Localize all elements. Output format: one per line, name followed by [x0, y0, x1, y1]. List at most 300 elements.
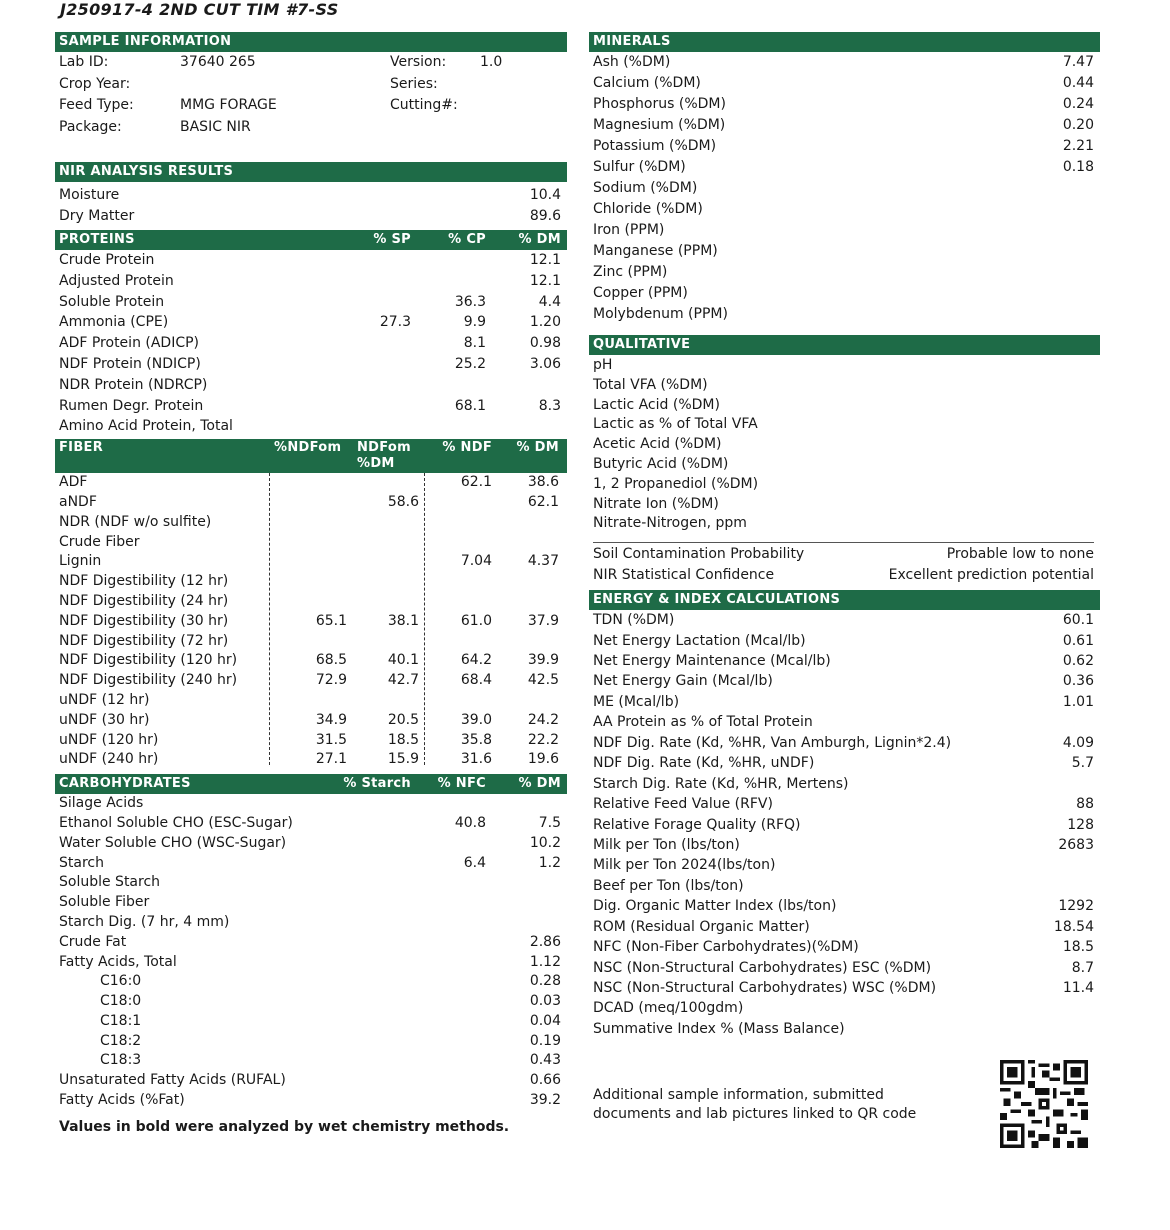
protein-row: [55, 271, 567, 292]
carb-row: [55, 893, 567, 913]
mineral-row: [589, 73, 1100, 94]
energy-label: NSC (Non-Structural Carbohydrates) WSC (%DM): [593, 980, 937, 997]
energy-value: 0.62: [1062, 653, 1094, 670]
energy-row: [589, 794, 1100, 814]
protein-label: NDR Protein (NDRCP): [59, 376, 208, 393]
fiber-row: [55, 691, 567, 711]
mineral-row: [589, 52, 1100, 73]
carb-label: Unsaturated Fatty Acids (RUFAL): [59, 1072, 286, 1089]
fiber-row: [55, 711, 567, 731]
carb-dm-value: 0.19: [529, 1032, 561, 1049]
fiber-ndf-value: 39.0: [460, 711, 492, 728]
fiber-col-ndfom: %NDFom: [274, 440, 342, 456]
fiber-dm-value: 42.5: [527, 672, 559, 689]
qualitative-row: [589, 495, 1100, 515]
fiber-label: uNDF (240 hr): [59, 751, 159, 768]
carb-row: [55, 1071, 567, 1091]
protein-dm-value: 3.06: [529, 355, 561, 372]
fiber-row: [55, 651, 567, 671]
energy-label: NSC (Non-Structural Carbohydrates) ESC (%DM): [593, 959, 932, 976]
fiber-dm-value: 62.1: [527, 493, 559, 510]
fiber-ndfom-value: 27.1: [315, 751, 347, 768]
fiber-row: [55, 513, 567, 533]
carb-label: Fatty Acids (%Fat): [59, 1092, 185, 1109]
fiber-header: FIBER %NDFom NDFom %DM % NDF % DM: [55, 439, 567, 473]
carbs-col-nfc: % NFC: [437, 776, 486, 792]
protein-sp-value: 27.3: [379, 314, 411, 331]
crop-year-label: Crop Year:: [59, 75, 131, 92]
energy-label: Net Energy Gain (Mcal/lb): [593, 673, 773, 690]
mineral-label: Iron (PPM): [593, 222, 665, 238]
fiber-label: NDR (NDF w/o sulfite): [59, 513, 212, 530]
series-label: Series:: [390, 75, 438, 92]
protein-row: [55, 396, 567, 417]
protein-dm-value: 12.1: [529, 272, 561, 289]
fiber-row: [55, 592, 567, 612]
fiber-ndfom-value: 68.5: [315, 652, 347, 669]
carb-rows: [55, 794, 567, 1111]
additional-info-line-2: documents and lab pictures linked to QR code: [593, 1106, 917, 1122]
mineral-row: [589, 115, 1100, 136]
energy-row: [589, 978, 1100, 998]
energy-row: [589, 753, 1100, 773]
protein-dm-value: 8.3: [538, 397, 561, 414]
carb-label: Ethanol Soluble CHO (ESC-Sugar): [59, 814, 293, 831]
carb-label: Water Soluble CHO (WSC-Sugar): [59, 834, 287, 851]
sample-info-block: [55, 52, 567, 138]
fiber-dm-value: 38.6: [527, 474, 559, 491]
feed-type-label: Feed Type:: [59, 97, 134, 113]
mineral-value: 0.18: [1062, 159, 1094, 175]
proteins-col-cp: % CP: [448, 232, 486, 247]
qualitative-label: Acetic Acid (%DM): [593, 436, 722, 453]
package-value: BASIC NIR: [180, 118, 251, 135]
energy-row: [589, 876, 1100, 896]
energy-value: 88: [1076, 796, 1094, 813]
energy-row: [589, 610, 1100, 630]
qualitative-label: Lactic Acid (%DM): [593, 396, 720, 413]
energy-row: [589, 815, 1100, 835]
qualitative-row: [589, 415, 1100, 435]
nir-row: [55, 206, 567, 227]
energy-row: [589, 651, 1100, 671]
fiber-col-dm: % DM: [516, 440, 559, 456]
fiber-row: [55, 572, 567, 592]
protein-row: [55, 312, 567, 333]
fiber-ndf-value: 68.4: [460, 672, 492, 689]
mineral-label: Zinc (PPM): [593, 264, 668, 280]
protein-label: Rumen Degr. Protein: [59, 397, 204, 414]
energy-row: [589, 712, 1100, 732]
mineral-label: Sodium (%DM): [593, 180, 698, 196]
carb-row: [55, 794, 567, 814]
mineral-value: 7.47: [1062, 54, 1094, 70]
energy-label: Beef per Ton (lbs/ton): [593, 877, 744, 894]
energy-row: [589, 835, 1100, 855]
energy-label: Summative Index % (Mass Balance): [593, 1020, 845, 1037]
energy-label: AA Protein as % of Total Protein: [593, 714, 813, 731]
carb-label: C16:0: [100, 973, 142, 990]
qualitative-label: 1, 2 Propanediol (%DM): [593, 475, 759, 492]
energy-value: 18.54: [1053, 918, 1094, 935]
fiber-label: uNDF (120 hr): [59, 731, 159, 748]
fiber-ndf-value: 31.6: [460, 751, 492, 768]
protein-cp-value: 36.3: [454, 293, 486, 310]
fiber-row: [55, 533, 567, 553]
nir-value: 10.4: [529, 187, 561, 203]
fiber-ndf-value: 64.2: [460, 652, 492, 669]
nir-label: Dry Matter: [59, 208, 135, 224]
mineral-row: [589, 262, 1100, 283]
fiber-ndfom-dm-value: 15.9: [387, 751, 419, 768]
fiber-label: NDF Digestibility (24 hr): [59, 592, 229, 609]
fiber-ndfom-dm-value: 58.6: [387, 493, 419, 510]
fiber-ndf-value: 35.8: [460, 731, 492, 748]
version-label: Version:: [390, 54, 447, 70]
mineral-label: Ash (%DM): [593, 54, 671, 70]
qualitative-extra-label: Soil Contamination Probability: [593, 546, 805, 563]
energy-label: Net Energy Maintenance (Mcal/lb): [593, 653, 831, 670]
fiber-label: NDF Digestibility (240 hr): [59, 672, 238, 689]
carbs-col-starch: % Starch: [343, 776, 411, 792]
fiber-row: [55, 493, 567, 513]
carb-row: [55, 913, 567, 933]
mineral-label: Copper (PPM): [593, 285, 688, 301]
qualitative-row: [589, 475, 1100, 495]
carb-dm-value: 39.2: [529, 1092, 561, 1109]
fiber-row: [55, 632, 567, 652]
feed-type-value: MMG FORAGE: [180, 97, 277, 113]
energy-value: 5.7: [1071, 755, 1094, 772]
additional-info-line-1: Additional sample information, submitted: [593, 1087, 884, 1103]
nir-header: NIR ANALYSIS RESULTS: [55, 162, 567, 182]
left-column: [55, 32, 567, 1137]
carb-label: Crude Fat: [59, 933, 127, 950]
carb-label: Fatty Acids, Total: [59, 953, 177, 970]
energy-row: [589, 855, 1100, 875]
fiber-dm-value: 37.9: [527, 612, 559, 629]
energy-value: 0.61: [1062, 632, 1094, 649]
carb-dm-value: 1.2: [538, 854, 561, 871]
qualitative-row: [589, 356, 1100, 376]
qr-code-icon[interactable]: [1000, 1060, 1088, 1148]
nir-rows: [55, 185, 567, 227]
carb-dm-value: 0.28: [529, 973, 561, 990]
right-column: [589, 32, 1100, 1039]
carb-dm-value: 0.43: [529, 1052, 561, 1069]
fiber-label: Lignin: [59, 553, 102, 570]
carb-row: [55, 992, 567, 1012]
energy-label: Starch Dig. Rate (Kd, %HR, Mertens): [593, 775, 849, 792]
fiber-label: NDF Digestibility (72 hr): [59, 632, 229, 649]
qualitative-label: Total VFA (%DM): [593, 376, 708, 393]
mineral-value: 0.24: [1062, 96, 1094, 112]
energy-value: 8.7: [1071, 959, 1094, 976]
fiber-ndf-value: 7.04: [460, 553, 492, 570]
mineral-value: 2.21: [1062, 138, 1094, 154]
carb-nfc-value: 40.8: [454, 814, 486, 831]
carb-dm-value: 10.2: [529, 834, 561, 851]
cutting-label: Cutting#:: [390, 97, 458, 113]
proteins-header: PROTEINS % SP % CP % DM: [55, 230, 567, 250]
protein-label: Ammonia (CPE): [59, 314, 169, 331]
protein-row: [55, 416, 567, 437]
mineral-label: Potassium (%DM): [593, 138, 717, 154]
protein-dm-value: 12.1: [529, 252, 561, 268]
version-value: 1.0: [480, 54, 503, 70]
carb-label: Soluble Fiber: [59, 894, 150, 911]
mineral-rows: [589, 52, 1100, 325]
mineral-row: [589, 178, 1100, 199]
minerals-header: MINERALS: [589, 32, 1100, 52]
fiber-col-ndf: % NDF: [442, 440, 492, 456]
mineral-row: [589, 157, 1100, 178]
fiber-label: uNDF (30 hr): [59, 711, 150, 728]
energy-row: [589, 896, 1100, 916]
mineral-label: Chloride (%DM): [593, 201, 703, 217]
carb-label: C18:0: [100, 993, 142, 1010]
fiber-table: [55, 473, 567, 770]
qualitative-row: [589, 376, 1100, 396]
carbs-col-dm: % DM: [518, 776, 561, 792]
protein-row: [55, 333, 567, 354]
package-label: Package:: [59, 118, 122, 135]
energy-label: NFC (Non-Fiber Carbohydrates)(%DM): [593, 939, 859, 956]
energy-row: [589, 958, 1100, 978]
energy-value: 0.36: [1062, 673, 1094, 690]
fiber-label: ADF: [59, 474, 88, 491]
protein-label: ADF Protein (ADICP): [59, 335, 200, 352]
energy-label: ROM (Residual Organic Matter): [593, 918, 810, 935]
carb-row: [55, 933, 567, 953]
nir-value: 89.6: [529, 208, 561, 224]
carb-dm-value: 2.86: [529, 933, 561, 950]
carb-dm-value: 0.03: [529, 993, 561, 1010]
protein-row: [55, 250, 567, 271]
fiber-ndfom-dm-value: 20.5: [387, 711, 419, 728]
protein-dm-value: 4.4: [538, 293, 561, 310]
energy-rows: [589, 610, 1100, 1039]
fiber-row: [55, 473, 567, 493]
fiber-label: uNDF (12 hr): [59, 691, 150, 708]
protein-row: [55, 375, 567, 396]
energy-label: Relative Feed Value (RFV): [593, 796, 773, 813]
energy-value: 2683: [1058, 836, 1094, 853]
qualitative-row: [589, 435, 1100, 455]
qualitative-row: [589, 514, 1100, 534]
carb-label: Soluble Starch: [59, 874, 161, 891]
energy-value: 4.09: [1062, 734, 1094, 751]
carb-row: [55, 814, 567, 834]
proteins-col-dm: % DM: [518, 232, 561, 247]
energy-row: [589, 692, 1100, 712]
fiber-row: [55, 731, 567, 751]
wet-chemistry-note: Values in bold were analyzed by wet chemistry methods.: [59, 1118, 510, 1135]
mineral-value: 0.44: [1062, 75, 1094, 91]
mineral-value: 0.20: [1062, 117, 1094, 133]
carb-row: [55, 854, 567, 874]
energy-label: Dig. Organic Matter Index (lbs/ton): [593, 898, 837, 915]
energy-value: 60.1: [1062, 612, 1094, 629]
fiber-dm-value: 4.37: [527, 553, 559, 570]
protein-row: [55, 292, 567, 313]
fiber-row: [55, 671, 567, 691]
qualitative-label: Lactic as % of Total VFA: [593, 416, 758, 433]
mineral-label: Magnesium (%DM): [593, 117, 726, 133]
protein-dm-value: 0.98: [529, 335, 561, 352]
protein-label: NDF Protein (NDICP): [59, 355, 201, 372]
energy-value: 11.4: [1062, 980, 1094, 997]
fiber-rows: [55, 473, 567, 770]
energy-label: NDF Dig. Rate (Kd, %HR, Van Amburgh, Lignin*2.4): [593, 734, 952, 751]
qualitative-extra-row: [589, 544, 1100, 565]
protein-label: Amino Acid Protein, Total: [59, 418, 233, 435]
energy-label: Milk per Ton (lbs/ton): [593, 836, 740, 853]
qualitative-label: pH: [593, 357, 613, 373]
carb-row: [55, 1051, 567, 1071]
nir-label: Moisture: [59, 187, 120, 203]
fiber-label: Crude Fiber: [59, 533, 140, 550]
mineral-row: [589, 199, 1100, 220]
energy-label: ME (Mcal/lb): [593, 693, 680, 710]
carb-label: C18:1: [100, 1012, 142, 1029]
carb-dm-value: 7.5: [538, 814, 561, 831]
lab-id-label: Lab ID:: [59, 54, 109, 70]
protein-cp-value: 25.2: [454, 355, 486, 372]
energy-label: TDN (%DM): [593, 612, 675, 629]
qualitative-separator: [593, 542, 1094, 543]
fiber-ndfom-dm-value: 40.1: [387, 652, 419, 669]
fiber-row: [55, 612, 567, 632]
fiber-col-ndfom-dm: NDFom %DM: [357, 440, 412, 472]
protein-label: Soluble Protein: [59, 293, 165, 310]
fiber-row: [55, 552, 567, 572]
qualitative-label: Butyric Acid (%DM): [593, 455, 729, 472]
mineral-row: [589, 283, 1100, 304]
fiber-ndfom-value: 65.1: [315, 612, 347, 629]
mineral-label: Sulfur (%DM): [593, 159, 686, 175]
energy-value: 1292: [1058, 898, 1094, 915]
carb-dm-value: 0.66: [529, 1072, 561, 1089]
fiber-ndfom-value: 34.9: [315, 711, 347, 728]
fiber-ndfom-dm-value: 18.5: [387, 731, 419, 748]
fiber-ndfom-dm-value: 42.7: [387, 672, 419, 689]
carb-label: Starch Dig. (7 hr, 4 mm): [59, 913, 230, 930]
fiber-label: NDF Digestibility (12 hr): [59, 573, 229, 590]
mineral-label: Calcium (%DM): [593, 75, 701, 91]
energy-label: NDF Dig. Rate (Kd, %HR, uNDF): [593, 755, 815, 772]
energy-label: Net Energy Lactation (Mcal/lb): [593, 632, 806, 649]
carb-label: Starch: [59, 854, 104, 871]
energy-label: Relative Forage Quality (RFQ): [593, 816, 801, 833]
carb-label: C18:2: [100, 1032, 142, 1049]
energy-row: [589, 631, 1100, 651]
fiber-label: NDF Digestibility (30 hr): [59, 612, 229, 629]
qualitative-extra-value: Probable low to none: [946, 546, 1094, 563]
fiber-dm-value: 39.9: [527, 652, 559, 669]
mineral-label: Molybdenum (PPM): [593, 306, 728, 322]
carb-row: [55, 1032, 567, 1052]
qualitative-label: Nitrate-Nitrogen, ppm: [593, 515, 747, 532]
fiber-ndf-value: 62.1: [460, 474, 492, 491]
qualitative-rows: [589, 356, 1100, 534]
qualitative-label: Nitrate Ion (%DM): [593, 495, 719, 512]
mineral-row: [589, 220, 1100, 241]
energy-row: [589, 998, 1100, 1018]
additional-info: [593, 1086, 916, 1124]
protein-label: Crude Protein: [59, 252, 155, 268]
fiber-ndfom-value: 31.5: [315, 731, 347, 748]
mineral-row: [589, 241, 1100, 262]
energy-value: 18.5: [1062, 939, 1094, 956]
qualitative-row: [589, 396, 1100, 416]
energy-row: [589, 937, 1100, 957]
proteins-col-sp: % SP: [373, 232, 411, 247]
mineral-label: Manganese (PPM): [593, 243, 718, 259]
fiber-label: aNDF: [59, 493, 97, 510]
carb-label: C18:3: [100, 1052, 142, 1069]
energy-row: [589, 733, 1100, 753]
report-title: J250917-4 2ND CUT TIM #7-SS: [60, 0, 339, 19]
energy-label: Milk per Ton 2024(lbs/ton): [593, 857, 776, 874]
protein-label: Adjusted Protein: [59, 272, 174, 289]
mineral-row: [589, 94, 1100, 115]
carb-row: [55, 972, 567, 992]
carbs-header: CARBOHYDRATES % Starch % NFC % DM: [55, 774, 567, 794]
carb-row: [55, 953, 567, 973]
protein-rows: [55, 250, 567, 437]
carb-dm-value: 1.12: [529, 953, 561, 970]
qualitative-extra-row: [589, 565, 1100, 586]
lab-id-value: 37640 265: [180, 54, 256, 70]
fiber-dm-value: 22.2: [527, 731, 559, 748]
carb-dm-value: 0.04: [529, 1012, 561, 1029]
fiber-ndfom-dm-value: 38.1: [387, 612, 419, 629]
sample-info-header: SAMPLE INFORMATION: [55, 32, 567, 52]
qualitative-extra-value: Excellent prediction potential: [888, 566, 1094, 583]
mineral-row: [589, 304, 1100, 325]
qualitative-row: [589, 455, 1100, 475]
carb-row: [55, 873, 567, 893]
nir-row: [55, 185, 567, 206]
fiber-dm-value: 19.6: [527, 751, 559, 768]
energy-header: ENERGY & INDEX CALCULATIONS: [589, 590, 1100, 610]
fiber-ndf-value: 61.0: [460, 612, 492, 629]
mineral-row: [589, 136, 1100, 157]
energy-row: [589, 774, 1100, 794]
carb-row: [55, 1091, 567, 1111]
protein-dm-value: 1.20: [529, 314, 561, 331]
fiber-label: NDF Digestibility (120 hr): [59, 652, 238, 669]
energy-row: [589, 671, 1100, 691]
energy-row: [589, 917, 1100, 937]
energy-value: 1.01: [1062, 693, 1094, 710]
fiber-dm-value: 24.2: [527, 711, 559, 728]
carb-label: Silage Acids: [59, 795, 144, 812]
carb-row: [55, 1012, 567, 1032]
protein-row: [55, 354, 567, 375]
qualitative-extra-label: NIR Statistical Confidence: [593, 566, 775, 583]
carb-row: [55, 834, 567, 854]
protein-cp-value: 8.1: [463, 335, 486, 352]
qualitative-extra-rows: [589, 544, 1100, 585]
qualitative-header: QUALITATIVE: [589, 335, 1100, 355]
fiber-ndfom-value: 72.9: [315, 672, 347, 689]
protein-cp-value: 9.9: [463, 314, 486, 331]
carb-nfc-value: 6.4: [463, 854, 486, 871]
protein-cp-value: 68.1: [454, 397, 486, 414]
energy-row: [589, 1019, 1100, 1039]
